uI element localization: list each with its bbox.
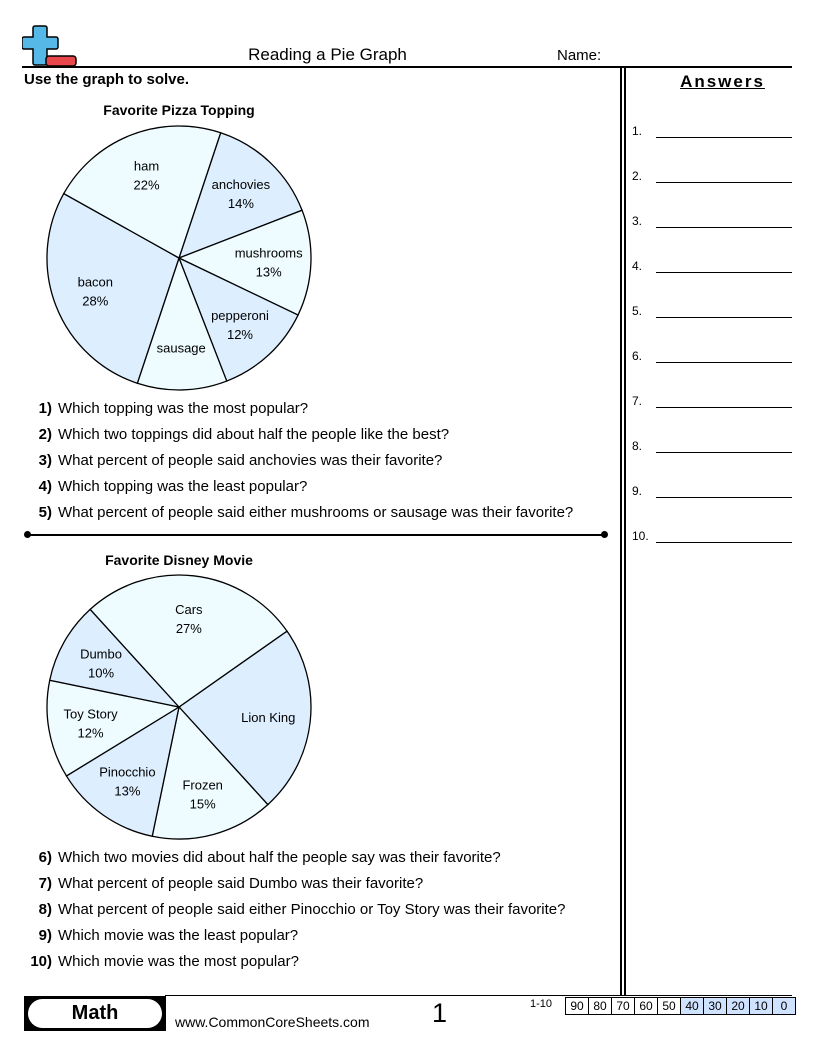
question-item <box>24 849 501 866</box>
answer-number: 10. <box>632 529 649 543</box>
slice-value-label: 28% <box>82 293 109 309</box>
question-item <box>24 953 299 970</box>
answer-row <box>632 214 792 234</box>
question-number: 3) <box>38 452 52 469</box>
slice-value-label: 15% <box>189 796 216 812</box>
question-number: 9) <box>38 927 52 944</box>
slice-label: bacon <box>77 274 114 290</box>
score-cell: 40 <box>680 998 703 1014</box>
page-title: Reading a Pie Graph <box>248 45 407 64</box>
question-item <box>24 875 423 892</box>
answer-row <box>632 304 792 324</box>
answer-row <box>632 484 792 504</box>
score-cell: 90 <box>570 999 584 1013</box>
score-cell: 60 <box>634 998 657 1014</box>
slice-label: Dumbo <box>80 646 122 662</box>
slice-label: Pinocchio <box>99 764 156 780</box>
footer-rule <box>165 995 792 996</box>
answer-blank[interactable] <box>656 272 792 273</box>
slice-label: ham <box>133 158 160 174</box>
slice-label: pepperoni <box>211 307 269 323</box>
slice-label: Cars <box>175 601 203 617</box>
column-divider <box>620 68 622 996</box>
answer-number: 2. <box>632 169 643 183</box>
question-item <box>24 400 308 417</box>
slice-label: sausage <box>156 340 206 356</box>
slice-value-label: 13% <box>114 783 141 799</box>
pie-chart-disney <box>0 450 320 850</box>
question-text: Which topping was the most popular? <box>58 400 309 417</box>
subject-label: Math <box>28 999 162 1028</box>
slice-value-label: 22% <box>133 177 160 193</box>
answer-blank[interactable] <box>656 407 792 408</box>
answer-row <box>632 529 792 549</box>
slice-value-label: 27% <box>175 620 202 636</box>
question-text: Which movie was the least popular? <box>58 927 299 944</box>
question-number: 5) <box>38 504 52 521</box>
answer-number: 1. <box>632 124 643 138</box>
answer-row <box>632 394 792 414</box>
question-text: What percent of people said Dumbo was their favorite? <box>58 875 424 892</box>
name-label: Name: <box>557 47 602 64</box>
website-link[interactable]: www.CommonCoreSheets.com <box>175 1014 370 1030</box>
answer-number: 3. <box>632 214 643 228</box>
answer-number: 5. <box>632 304 643 318</box>
slice-value-label: 12% <box>77 725 104 741</box>
score-cell: 10 <box>749 998 772 1014</box>
score-cell: 50 <box>657 998 680 1014</box>
slice-label: Frozen <box>182 777 223 793</box>
answer-blank[interactable] <box>656 182 792 183</box>
score-cell: 80 <box>588 998 611 1014</box>
chart-title-pizza: Favorite Pizza Topping <box>103 102 255 118</box>
question-item <box>24 426 449 443</box>
answer-row <box>632 259 792 279</box>
answer-number: 6. <box>632 349 643 363</box>
slice-label: anchovies <box>211 176 271 192</box>
question-number: 2) <box>38 426 52 443</box>
question-text: Which two movies did about half the people say was their favorite? <box>58 849 501 866</box>
pie-chart-pizza <box>0 0 320 400</box>
answer-blank[interactable] <box>656 497 792 498</box>
answer-row <box>632 124 792 144</box>
score-cell: 70 <box>611 998 634 1014</box>
question-text: What percent of people said either mushrooms or sausage was their favorite? <box>58 504 574 521</box>
answer-number: 4. <box>632 259 643 273</box>
question-text: Which topping was the least popular? <box>58 478 308 495</box>
slice-value-label: 14% <box>227 195 254 211</box>
answers-title: Answers <box>680 72 765 91</box>
page-number: 1 <box>432 998 448 1028</box>
question-text: What percent of people said anchovies was their favorite? <box>58 452 443 469</box>
score-cell: 20 <box>726 998 749 1014</box>
answer-number: 7. <box>632 394 643 408</box>
slice-label: Lion King <box>241 709 296 725</box>
slice-label: Toy Story <box>63 706 118 722</box>
answer-number: 8. <box>632 439 643 453</box>
answer-blank[interactable] <box>656 137 792 138</box>
answer-blank[interactable] <box>656 452 792 453</box>
question-number: 4) <box>38 478 52 495</box>
answer-number: 9. <box>632 484 643 498</box>
question-number: 7) <box>38 875 52 892</box>
question-text: Which movie was the most popular? <box>58 953 299 970</box>
answer-blank[interactable] <box>656 227 792 228</box>
question-number: 1) <box>38 400 52 417</box>
answer-blank[interactable] <box>656 542 792 543</box>
answer-row <box>632 169 792 189</box>
score-table <box>565 997 796 1015</box>
question-item <box>24 901 566 918</box>
answer-blank[interactable] <box>656 362 792 363</box>
question-text: What percent of people said either Pinocchio or Toy Story was their favorite? <box>58 901 566 918</box>
question-item <box>24 927 298 944</box>
slice-label: mushrooms <box>234 245 303 261</box>
answer-row <box>632 349 792 369</box>
question-number: 10) <box>30 953 52 970</box>
score-cell: 30 <box>703 998 726 1014</box>
slice-value-label: 10% <box>88 665 115 681</box>
column-divider <box>624 68 626 996</box>
slice-value-label: 12% <box>226 326 254 342</box>
chart-title-disney: Favorite Disney Movie <box>105 552 253 568</box>
instructions: Use the graph to solve. <box>24 71 190 88</box>
question-number: 6) <box>38 849 52 866</box>
answer-row <box>632 439 792 459</box>
question-number: 8) <box>38 901 52 918</box>
slice-value-label: 13% <box>255 264 282 280</box>
separator-dot-right <box>601 531 608 538</box>
question-text: Which two toppings did about half the people like the best? <box>58 426 450 443</box>
score-range-label: 1-10 <box>530 998 553 1010</box>
score-cell: 0 <box>772 998 795 1014</box>
answer-blank[interactable] <box>656 317 792 318</box>
